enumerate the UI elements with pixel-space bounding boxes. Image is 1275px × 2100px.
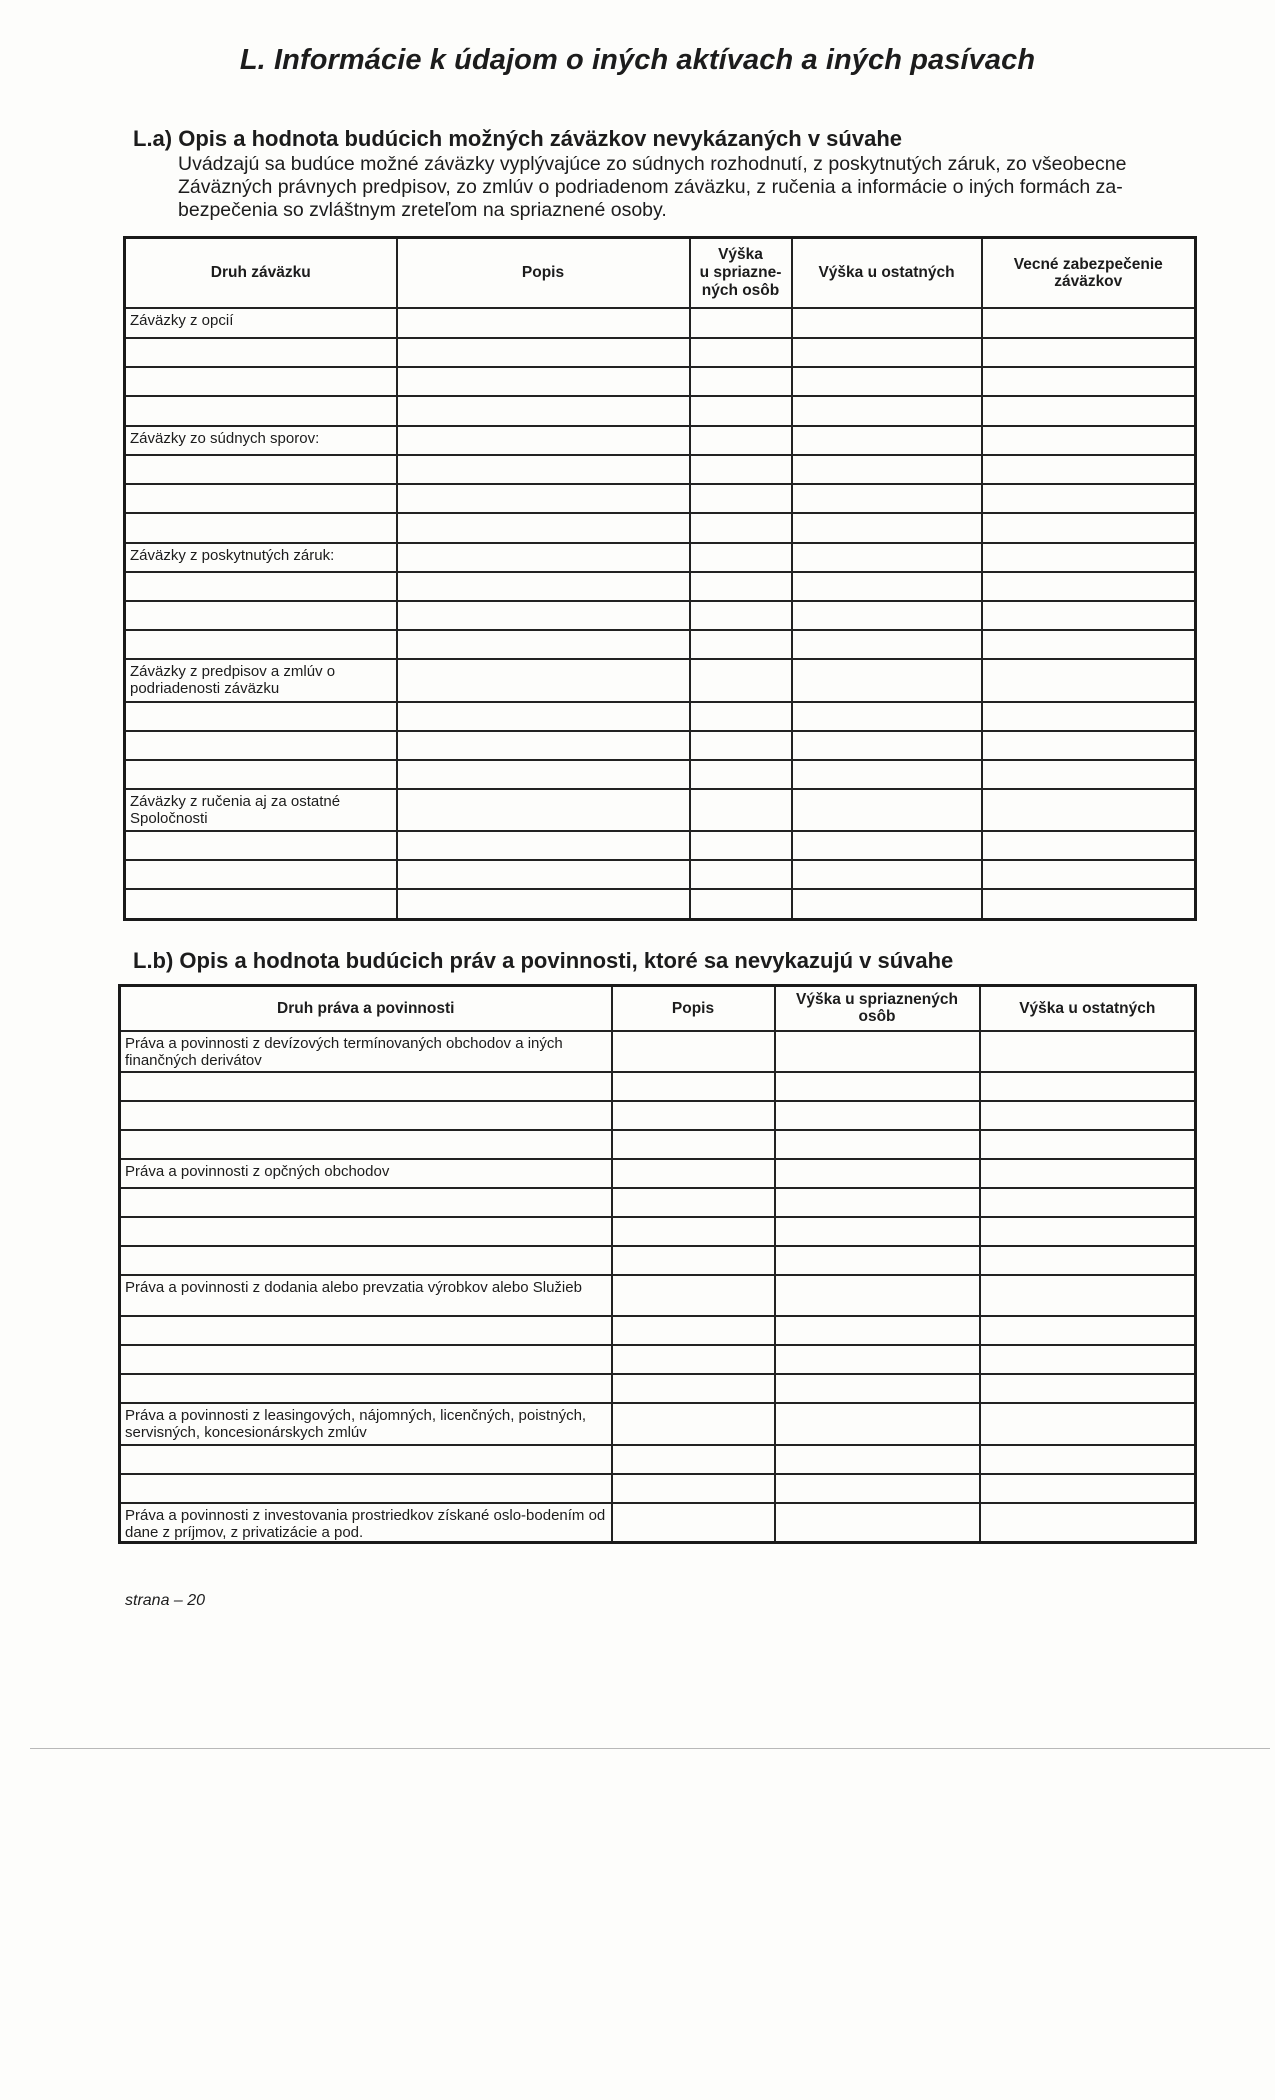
row-label-cell: Práva a povinnosti z devízových termínovaných obchodov a iných finančných derivátov <box>120 1031 612 1072</box>
table-row <box>125 572 1196 601</box>
input-cell[interactable] <box>612 1275 775 1316</box>
input-cell[interactable] <box>792 860 982 889</box>
row-label-cell <box>120 1316 612 1345</box>
input-cell[interactable] <box>612 1159 775 1188</box>
liabilities-table <box>123 236 1197 921</box>
input-cell[interactable] <box>980 1474 1196 1503</box>
input-cell[interactable] <box>982 760 1196 789</box>
input-cell[interactable] <box>690 572 792 601</box>
input-cell[interactable] <box>690 396 792 426</box>
table-row <box>120 1072 1196 1101</box>
input-cell[interactable] <box>792 513 982 543</box>
table-row <box>120 1159 1196 1188</box>
row-label-cell <box>120 1345 612 1374</box>
table-row <box>120 1188 1196 1217</box>
page-edge-line <box>30 1748 1270 1749</box>
input-cell[interactable] <box>612 1101 775 1130</box>
row-label-cell <box>125 455 397 484</box>
table-row <box>125 484 1196 513</box>
row-label-cell <box>125 396 397 426</box>
input-cell[interactable] <box>982 455 1196 484</box>
input-cell[interactable] <box>690 889 792 920</box>
table-row <box>120 1403 1196 1445</box>
row-label-cell: Záväzky z predpisov a zmlúv o podriadenosti záväzku <box>125 659 397 702</box>
row-label-cell: Záväzky z opcií <box>125 308 397 338</box>
table-row <box>120 1445 1196 1474</box>
table-row <box>120 1246 1196 1275</box>
table-row <box>125 396 1196 426</box>
row-label-cell: Práva a povinnosti z opčných obchodov <box>120 1159 612 1188</box>
row-label-cell: Práva a povinnosti z dodania alebo prevzatia výrobkov alebo Služieb <box>120 1275 612 1316</box>
input-cell[interactable] <box>980 1246 1196 1275</box>
input-cell[interactable] <box>397 455 690 484</box>
table-row <box>120 1316 1196 1345</box>
table-row <box>125 831 1196 860</box>
input-cell[interactable] <box>792 760 982 789</box>
input-cell[interactable] <box>982 789 1196 831</box>
row-label-cell <box>125 889 397 920</box>
table-row <box>120 1474 1196 1503</box>
input-cell[interactable] <box>982 513 1196 543</box>
input-cell[interactable] <box>792 338 982 367</box>
input-cell[interactable] <box>397 601 690 630</box>
input-cell[interactable] <box>982 659 1196 702</box>
row-label-cell <box>120 1072 612 1101</box>
intro-line: bezpečenia so zvláštnym zreteľom na spriaznené osoby. <box>178 199 667 221</box>
input-cell[interactable] <box>792 601 982 630</box>
input-cell[interactable] <box>397 831 690 860</box>
input-cell[interactable] <box>690 789 792 831</box>
input-cell[interactable] <box>980 1188 1196 1217</box>
input-cell[interactable] <box>612 1130 775 1159</box>
row-label-cell <box>120 1374 612 1403</box>
input-cell[interactable] <box>397 702 690 731</box>
input-cell[interactable] <box>690 455 792 484</box>
input-cell[interactable] <box>980 1403 1196 1445</box>
input-cell[interactable] <box>982 860 1196 889</box>
input-cell[interactable] <box>397 731 690 760</box>
input-cell[interactable] <box>792 731 982 760</box>
row-label-cell <box>120 1130 612 1159</box>
input-cell[interactable] <box>982 396 1196 426</box>
table-row <box>120 1374 1196 1403</box>
input-cell[interactable] <box>792 396 982 426</box>
row-label-cell <box>125 601 397 630</box>
input-cell[interactable] <box>690 731 792 760</box>
row-label-cell <box>125 702 397 731</box>
input-cell[interactable] <box>982 731 1196 760</box>
table-header-row <box>125 238 1196 308</box>
input-cell[interactable] <box>792 367 982 396</box>
input-cell[interactable] <box>792 426 982 455</box>
input-cell[interactable] <box>982 831 1196 860</box>
input-cell[interactable] <box>690 831 792 860</box>
table-row <box>125 630 1196 659</box>
input-cell[interactable] <box>980 1031 1196 1072</box>
input-cell[interactable] <box>612 1246 775 1275</box>
input-cell[interactable] <box>775 1275 980 1316</box>
row-label-cell: Záväzky zo súdnych sporov: <box>125 426 397 455</box>
col-header-druh: Druh záväzku <box>125 238 397 308</box>
input-cell[interactable] <box>397 308 690 338</box>
input-cell[interactable] <box>775 1031 980 1072</box>
input-cell[interactable] <box>775 1474 980 1503</box>
row-label-cell <box>120 1474 612 1503</box>
input-cell[interactable] <box>397 572 690 601</box>
table-row <box>125 426 1196 455</box>
input-cell[interactable] <box>775 1316 980 1345</box>
input-cell[interactable] <box>612 1217 775 1246</box>
col-header-vyska-ostatne: Výška u ostatných <box>792 238 982 308</box>
row-label-cell <box>125 367 397 396</box>
table-row <box>125 338 1196 367</box>
table-row <box>125 702 1196 731</box>
input-cell[interactable] <box>792 889 982 920</box>
input-cell[interactable] <box>982 484 1196 513</box>
input-cell[interactable] <box>612 1403 775 1445</box>
table-row <box>125 601 1196 630</box>
input-cell[interactable] <box>792 702 982 731</box>
table-row <box>125 367 1196 396</box>
col-header-popis: Popis <box>612 986 775 1031</box>
input-cell[interactable] <box>982 630 1196 659</box>
input-cell[interactable] <box>690 659 792 702</box>
input-cell[interactable] <box>612 1374 775 1403</box>
input-cell[interactable] <box>775 1101 980 1130</box>
input-cell[interactable] <box>612 1474 775 1503</box>
input-cell[interactable] <box>690 308 792 338</box>
input-cell[interactable] <box>792 308 982 338</box>
row-label-cell <box>120 1217 612 1246</box>
input-cell[interactable] <box>980 1374 1196 1403</box>
input-cell[interactable] <box>397 659 690 702</box>
table-row <box>125 513 1196 543</box>
input-cell[interactable] <box>690 702 792 731</box>
input-cell[interactable] <box>775 1188 980 1217</box>
input-cell[interactable] <box>397 396 690 426</box>
row-label-cell <box>120 1101 612 1130</box>
row-label-cell <box>125 760 397 789</box>
input-cell[interactable] <box>612 1345 775 1374</box>
table-row <box>120 1217 1196 1246</box>
input-cell[interactable] <box>982 543 1196 572</box>
input-cell[interactable] <box>690 513 792 543</box>
input-cell[interactable] <box>690 760 792 789</box>
input-cell[interactable] <box>775 1503 980 1543</box>
table-header-row <box>120 986 1196 1031</box>
table-row <box>125 731 1196 760</box>
table-row <box>125 543 1196 572</box>
col-header-vyska-ostatne: Výška u ostatných <box>980 986 1196 1031</box>
table-row <box>120 1503 1196 1543</box>
input-cell[interactable] <box>982 308 1196 338</box>
input-cell[interactable] <box>690 484 792 513</box>
col-header-druh-prava: Druh práva a povinnosti <box>120 986 612 1031</box>
input-cell[interactable] <box>982 426 1196 455</box>
table-row <box>125 308 1196 338</box>
row-label-cell <box>120 1445 612 1474</box>
input-cell[interactable] <box>690 860 792 889</box>
row-label-cell <box>125 484 397 513</box>
input-cell[interactable] <box>792 543 982 572</box>
input-cell[interactable] <box>792 484 982 513</box>
input-cell[interactable] <box>397 789 690 831</box>
section-b-title: L.b) Opis a hodnota budúcich práv a povinnosti, ktoré sa nevykazujú v súvahe <box>133 948 954 973</box>
input-cell[interactable] <box>982 601 1196 630</box>
input-cell[interactable] <box>397 630 690 659</box>
section-a-intro <box>178 153 1198 222</box>
input-cell[interactable] <box>792 572 982 601</box>
input-cell[interactable] <box>612 1072 775 1101</box>
input-cell[interactable] <box>612 1503 775 1543</box>
table-row <box>125 789 1196 831</box>
row-label-cell: Záväzky z poskytnutých záruk: <box>125 543 397 572</box>
input-cell[interactable] <box>397 367 690 396</box>
intro-line: Uvádzajú sa budúce možné záväzky vyplývajúce zo súdnych rozhodnutí, z poskytnutých záruk, zo všeobecne <box>178 153 1127 175</box>
table-row <box>120 1275 1196 1316</box>
col-header-vyska-spriaznene: Výška u spriazne- ných osôb <box>690 238 792 308</box>
input-cell[interactable] <box>775 1345 980 1374</box>
table-row <box>125 659 1196 702</box>
input-cell[interactable] <box>775 1374 980 1403</box>
row-label-cell <box>125 513 397 543</box>
input-cell[interactable] <box>690 426 792 455</box>
input-cell[interactable] <box>690 543 792 572</box>
page-number: strana – 20 <box>125 1592 206 1609</box>
input-cell[interactable] <box>792 630 982 659</box>
col-header-vyska-spriaznene: Výška u spriaznených osôb <box>775 986 980 1031</box>
table-row <box>125 760 1196 789</box>
page-title: L. Informácie k údajom o iných aktívach a iných pasívach <box>239 44 1036 76</box>
input-cell[interactable] <box>690 601 792 630</box>
input-cell[interactable] <box>397 338 690 367</box>
input-cell[interactable] <box>792 831 982 860</box>
section-a-title: L.a) Opis a hodnota budúcich možných záväzkov nevykázaných v súvahe <box>133 126 903 151</box>
input-cell[interactable] <box>980 1130 1196 1159</box>
input-cell[interactable] <box>982 702 1196 731</box>
table-row <box>120 1345 1196 1374</box>
input-cell[interactable] <box>792 659 982 702</box>
input-cell[interactable] <box>397 860 690 889</box>
input-cell[interactable] <box>982 367 1196 396</box>
table-row <box>120 1031 1196 1072</box>
input-cell[interactable] <box>397 543 690 572</box>
input-cell[interactable] <box>690 367 792 396</box>
input-cell[interactable] <box>397 513 690 543</box>
input-cell[interactable] <box>980 1275 1196 1316</box>
input-cell[interactable] <box>690 630 792 659</box>
row-label-cell <box>120 1188 612 1217</box>
row-label-cell: Práva a povinnosti z leasingových, nájomných, licenčných, poistných, servisných, koncesionárskych zmlúv <box>120 1403 612 1445</box>
input-cell[interactable] <box>775 1217 980 1246</box>
input-cell[interactable] <box>775 1159 980 1188</box>
input-cell[interactable] <box>980 1159 1196 1188</box>
input-cell[interactable] <box>612 1445 775 1474</box>
row-label-cell <box>120 1246 612 1275</box>
input-cell[interactable] <box>612 1316 775 1345</box>
input-cell[interactable] <box>397 426 690 455</box>
row-label-cell: Práva a povinnosti z investovania prostriedkov získané oslo-bodením od dane z príjmov, z privatizácie a pod. <box>120 1503 612 1543</box>
table-row <box>125 455 1196 484</box>
table-row <box>120 1130 1196 1159</box>
rights-obligations-table <box>118 984 1197 1544</box>
input-cell[interactable] <box>980 1345 1196 1374</box>
input-cell[interactable] <box>775 1445 980 1474</box>
col-header-vecne-zabezpecenie: Vecné zabezpečenie záväzkov <box>982 238 1196 308</box>
input-cell[interactable] <box>775 1072 980 1101</box>
input-cell[interactable] <box>980 1316 1196 1345</box>
input-cell[interactable] <box>980 1217 1196 1246</box>
input-cell[interactable] <box>982 338 1196 367</box>
col-header-popis: Popis <box>397 238 690 308</box>
row-label-cell <box>125 831 397 860</box>
table-row <box>125 860 1196 889</box>
input-cell[interactable] <box>980 1101 1196 1130</box>
input-cell[interactable] <box>397 889 690 920</box>
input-cell[interactable] <box>980 1072 1196 1101</box>
row-label-cell <box>125 731 397 760</box>
input-cell[interactable] <box>775 1403 980 1445</box>
input-cell[interactable] <box>980 1503 1196 1543</box>
input-cell[interactable] <box>397 484 690 513</box>
input-cell[interactable] <box>690 338 792 367</box>
input-cell[interactable] <box>775 1130 980 1159</box>
input-cell[interactable] <box>982 572 1196 601</box>
row-label-cell <box>125 630 397 659</box>
input-cell[interactable] <box>982 889 1196 920</box>
row-label-cell <box>125 572 397 601</box>
row-label-cell: Záväzky z ručenia aj za ostatné Spoločnosti <box>125 789 397 831</box>
table-row <box>125 889 1196 920</box>
row-label-cell <box>125 860 397 889</box>
input-cell[interactable] <box>792 789 982 831</box>
input-cell[interactable] <box>612 1188 775 1217</box>
intro-line: Záväzných právnych predpisov, zo zmlúv o podriadenom záväzku, z ručenia a informácie o iných formách za- <box>178 176 1123 198</box>
table-row <box>120 1101 1196 1130</box>
input-cell[interactable] <box>775 1246 980 1275</box>
input-cell[interactable] <box>980 1445 1196 1474</box>
input-cell[interactable] <box>612 1031 775 1072</box>
row-label-cell <box>125 338 397 367</box>
input-cell[interactable] <box>792 455 982 484</box>
input-cell[interactable] <box>397 760 690 789</box>
